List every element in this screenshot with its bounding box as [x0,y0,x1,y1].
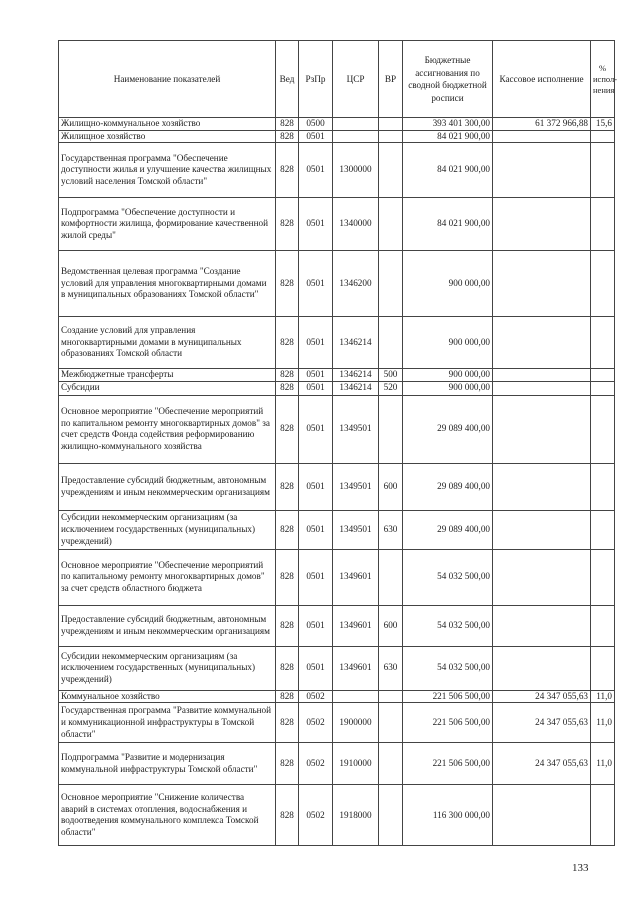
cell-budget: 84 021 900,00 [403,130,493,143]
cell-percent: 11,0 [591,703,615,743]
cell-percent [591,646,615,690]
cell-ved: 828 [276,143,299,198]
cell-vr [379,549,403,605]
cell-csr: 1346214 [333,381,379,395]
cell-cash [493,510,591,549]
table-row [59,251,615,317]
cell-name: Предоставление субсидий бюджетным, автономным учреждениям и иным некоммерческим организациям [59,605,276,646]
table-row [59,743,615,785]
cell-vr [379,251,403,317]
cell-budget: 29 089 400,00 [403,395,493,463]
cell-budget: 221 506 500,00 [403,703,493,743]
cell-csr: 1349501 [333,463,379,510]
header-percent: % испол-нения [591,41,615,118]
cell-rzpr: 0501 [299,463,333,510]
cell-rzpr: 0502 [299,690,333,703]
cell-vr: 600 [379,605,403,646]
cell-cash [493,369,591,382]
cell-csr: 1346214 [333,317,379,369]
cell-name: Субсидии [59,381,276,395]
cell-rzpr: 0501 [299,510,333,549]
cell-vr [379,690,403,703]
cell-percent [591,198,615,251]
cell-cash [493,381,591,395]
cell-ved: 828 [276,317,299,369]
table-row [59,381,615,395]
cell-csr: 1910000 [333,743,379,785]
cell-percent [591,395,615,463]
cell-ved: 828 [276,743,299,785]
cell-percent [591,130,615,143]
cell-ved: 828 [276,118,299,131]
cell-cash: 24 347 055,63 [493,743,591,785]
cell-budget: 84 021 900,00 [403,143,493,198]
table-row [59,690,615,703]
cell-csr: 1300000 [333,143,379,198]
budget-table [58,40,618,846]
cell-cash [493,143,591,198]
cell-name: Предоставление субсидий бюджетным, автономным учреждениям и иным некоммерческим организациям [59,463,276,510]
cell-cash [493,198,591,251]
cell-vr [379,785,403,846]
header-name: Наименование показателей [59,41,276,118]
cell-vr: 630 [379,510,403,549]
cell-vr [379,703,403,743]
table-row [59,785,615,846]
cell-rzpr: 0501 [299,317,333,369]
cell-vr [379,317,403,369]
cell-percent [591,785,615,846]
cell-name: Субсидии некоммерческим организациям (за исключением государственных (муниципальных) учреждений) [59,646,276,690]
cell-percent [591,510,615,549]
cell-percent [591,317,615,369]
table-body [59,118,615,846]
cell-cash: 24 347 055,63 [493,703,591,743]
cell-name: Коммунальное хозяйство [59,690,276,703]
cell-budget: 393 401 300,00 [403,118,493,131]
cell-name: Основное мероприятие "Снижение количества аварий в системах отопления, водоснабжения и водоотведения коммунального комплекса Томской области" [59,785,276,846]
cell-ved: 828 [276,510,299,549]
header-csr: ЦСР [333,41,379,118]
cell-budget: 900 000,00 [403,381,493,395]
cell-name: Основное мероприятие "Обеспечение мероприятий по капитальному ремонту многоквартирных домов" за счет средств областного бюджета [59,549,276,605]
cell-ved: 828 [276,369,299,382]
cell-budget: 29 089 400,00 [403,463,493,510]
cell-budget: 221 506 500,00 [403,743,493,785]
cell-vr [379,118,403,131]
cell-percent [591,605,615,646]
cell-csr [333,690,379,703]
cell-csr: 1349501 [333,510,379,549]
table-row [59,549,615,605]
page-number: 133 [572,862,589,874]
cell-cash [493,549,591,605]
table-row [59,130,615,143]
cell-rzpr: 0501 [299,646,333,690]
header-ved: Вед [276,41,299,118]
cell-percent [591,251,615,317]
cell-cash [493,605,591,646]
cell-csr [333,130,379,143]
cell-ved: 828 [276,381,299,395]
cell-name: Ведомственная целевая программа "Создание условий для управления многоквартирными домами в муниципальных образованиях Томской области" [59,251,276,317]
cell-vr: 630 [379,646,403,690]
cell-cash [493,317,591,369]
header-rzpr: РзПр [299,41,333,118]
cell-vr [379,198,403,251]
cell-budget: 54 032 500,00 [403,549,493,605]
cell-budget: 116 300 000,00 [403,785,493,846]
table-row [59,646,615,690]
cell-name: Государственная программа "Развитие коммунальной и коммуникационной инфраструктуры в Томской области" [59,703,276,743]
cell-cash [493,463,591,510]
cell-percent [591,381,615,395]
cell-vr [379,395,403,463]
cell-ved: 828 [276,549,299,605]
cell-ved: 828 [276,605,299,646]
cell-vr [379,130,403,143]
table-row [59,463,615,510]
cell-csr [333,118,379,131]
cell-rzpr: 0501 [299,251,333,317]
cell-csr: 1346200 [333,251,379,317]
cell-csr: 1349601 [333,549,379,605]
cell-cash [493,646,591,690]
cell-budget: 221 506 500,00 [403,690,493,703]
cell-rzpr: 0501 [299,143,333,198]
cell-ved: 828 [276,130,299,143]
cell-rzpr: 0501 [299,605,333,646]
cell-percent [591,143,615,198]
cell-cash [493,785,591,846]
cell-budget: 900 000,00 [403,251,493,317]
cell-name: Основное мероприятие "Обеспечение мероприятий по капитальном ремонту многоквартирных домов" за счет средств Фонда содействия реформированию жилищно-коммунального хозяйства [59,395,276,463]
cell-ved: 828 [276,463,299,510]
cell-cash: 61 372 966,88 [493,118,591,131]
cell-vr [379,143,403,198]
cell-csr: 1349601 [333,646,379,690]
cell-budget: 900 000,00 [403,369,493,382]
table-row [59,143,615,198]
cell-csr: 1340000 [333,198,379,251]
cell-ved: 828 [276,251,299,317]
table-row [59,395,615,463]
cell-cash [493,395,591,463]
table-row [59,703,615,743]
cell-csr: 1349601 [333,605,379,646]
table-row [59,317,615,369]
cell-ved: 828 [276,785,299,846]
header-vr: ВР [379,41,403,118]
cell-name: Создание условий для управления многоквартирными домами в муниципальных образованиях Томской области [59,317,276,369]
cell-budget: 54 032 500,00 [403,646,493,690]
cell-name: Субсидии некоммерческим организациям (за исключением государственных (муниципальных) учреждений) [59,510,276,549]
cell-rzpr: 0501 [299,198,333,251]
cell-ved: 828 [276,395,299,463]
cell-percent [591,549,615,605]
cell-percent: 15,6 [591,118,615,131]
cell-percent [591,463,615,510]
header-cash: Кассовое исполнение [493,41,591,118]
cell-ved: 828 [276,703,299,743]
table-header-row [59,41,615,118]
cell-name: Подпрограмма "Обеспечение доступности и комфортности жилища, формирование качественной жилой среды" [59,198,276,251]
cell-ved: 828 [276,646,299,690]
cell-ved: 828 [276,690,299,703]
cell-rzpr: 0502 [299,743,333,785]
cell-percent: 11,0 [591,743,615,785]
cell-csr: 1918000 [333,785,379,846]
cell-name: Государственная программа "Обеспечение доступности жилья и улучшение качества жилищных условий населения Томской области" [59,143,276,198]
cell-vr: 520 [379,381,403,395]
cell-ved: 828 [276,198,299,251]
cell-rzpr: 0500 [299,118,333,131]
cell-rzpr: 0501 [299,395,333,463]
table-row [59,510,615,549]
cell-name: Жилищное хозяйство [59,130,276,143]
cell-rzpr: 0502 [299,703,333,743]
table-row [59,605,615,646]
cell-name: Межбюджетные трансферты [59,369,276,382]
cell-rzpr: 0501 [299,130,333,143]
cell-budget: 54 032 500,00 [403,605,493,646]
table-row [59,118,615,131]
cell-budget: 84 021 900,00 [403,198,493,251]
cell-csr: 1346214 [333,369,379,382]
cell-name: Подпрограмма "Развитие и модернизация коммунальной инфраструктуры Томской области" [59,743,276,785]
cell-budget: 29 089 400,00 [403,510,493,549]
cell-csr: 1900000 [333,703,379,743]
table-row [59,369,615,382]
cell-budget: 900 000,00 [403,317,493,369]
cell-percent: 11,0 [591,690,615,703]
cell-cash [493,251,591,317]
cell-vr [379,743,403,785]
cell-cash: 24 347 055,63 [493,690,591,703]
cell-cash [493,130,591,143]
cell-percent [591,369,615,382]
header-budget: Бюджетные ассигнования по сводной бюджетной росписи [403,41,493,118]
cell-rzpr: 0501 [299,381,333,395]
cell-name: Жилищно-коммунальное хозяйство [59,118,276,131]
cell-rzpr: 0501 [299,369,333,382]
cell-rzpr: 0501 [299,549,333,605]
cell-vr: 500 [379,369,403,382]
cell-rzpr: 0502 [299,785,333,846]
cell-vr: 600 [379,463,403,510]
cell-csr: 1349501 [333,395,379,463]
table-row [59,198,615,251]
